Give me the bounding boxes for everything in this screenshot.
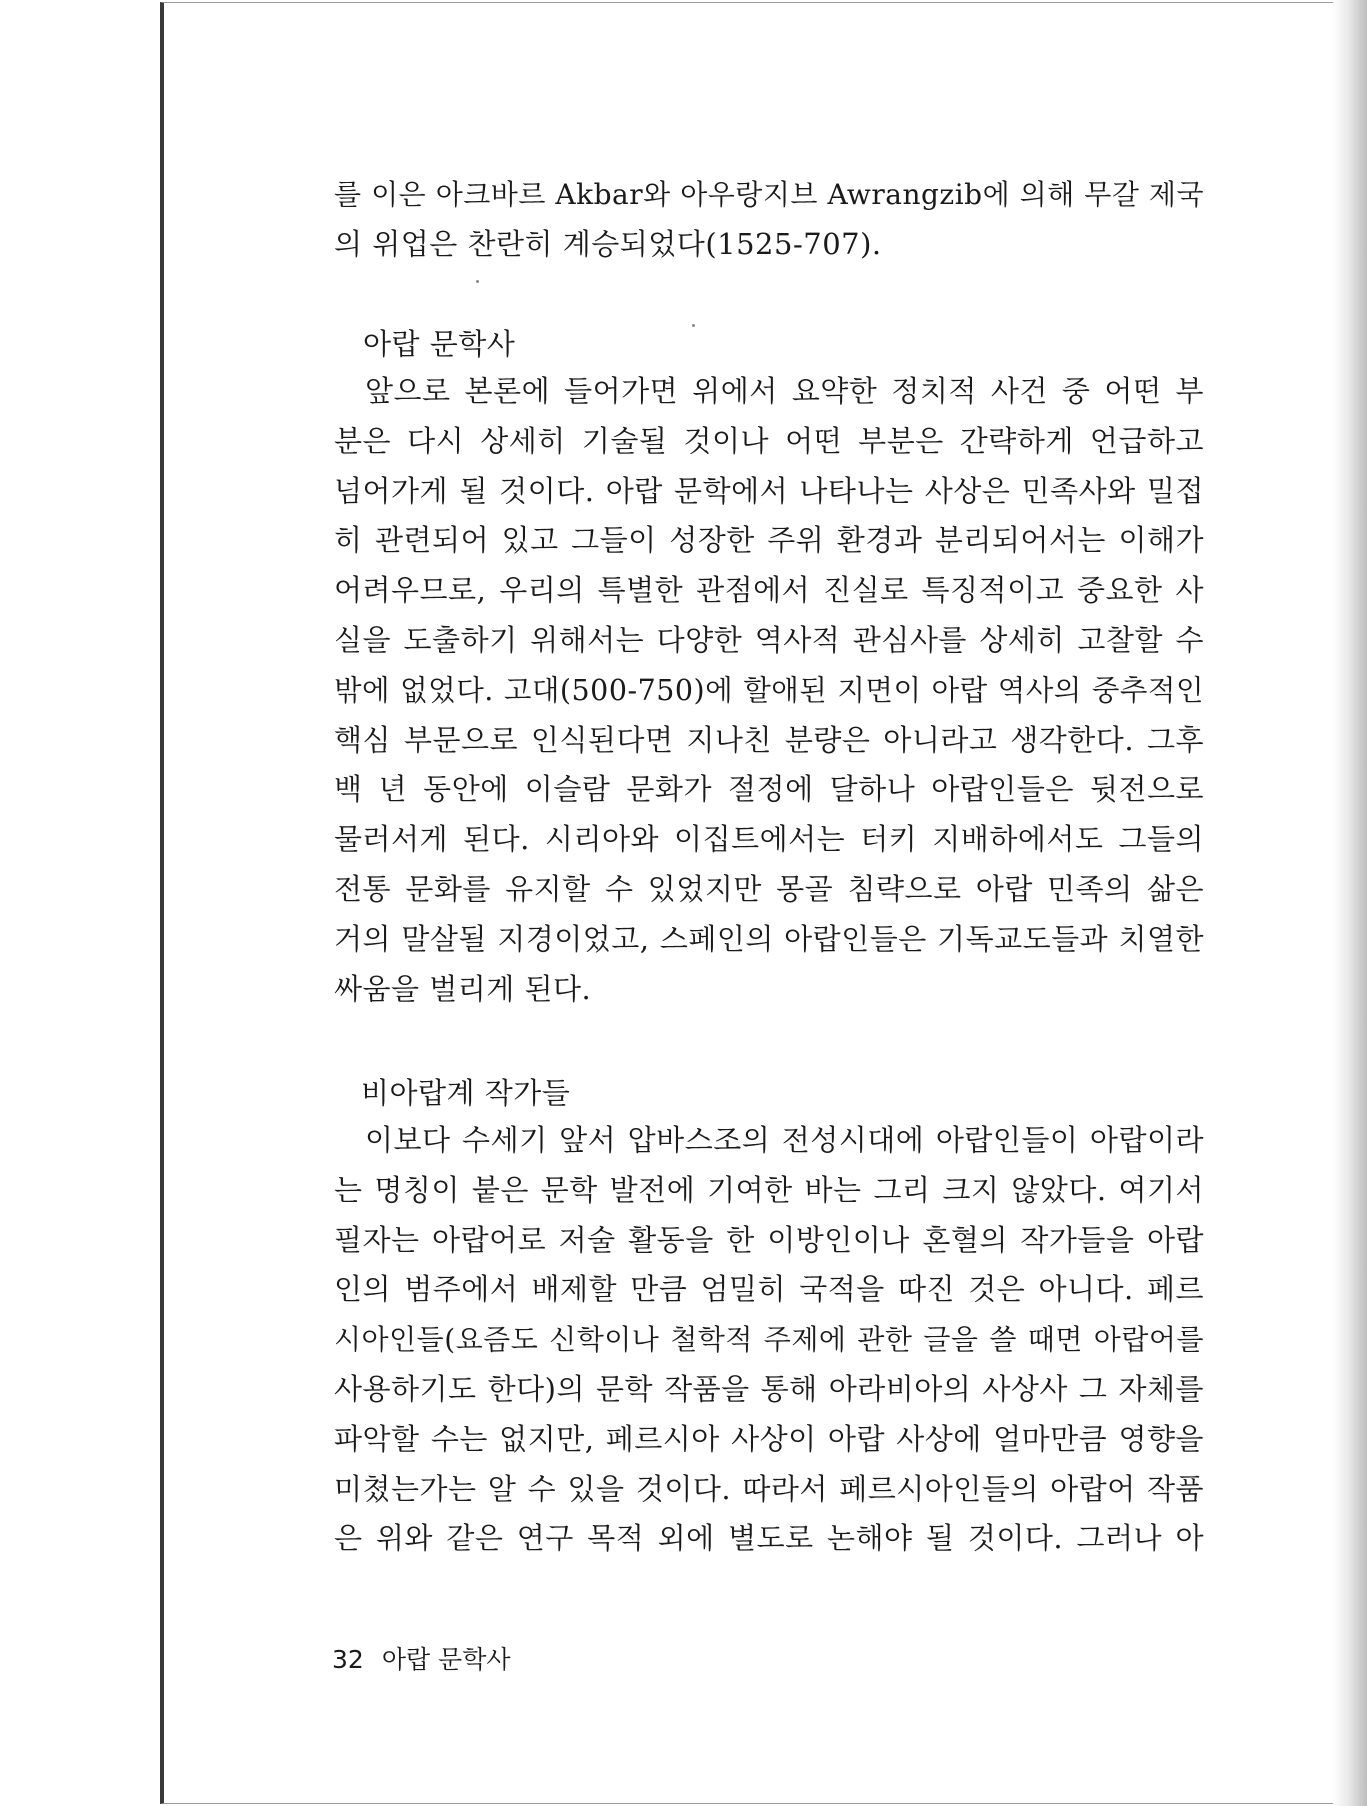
text-line: 전통 문화를 유지할 수 있었지만 몽골 침략으로 아랍 민족의 삶은 bbox=[334, 871, 1204, 906]
text-line: 넘어가게 될 것이다. 아랍 문학에서 나타나는 사상은 민족사와 밀접 bbox=[334, 473, 1204, 508]
scan-speck bbox=[692, 324, 695, 327]
text-line: 어려우므로, 우리의 특별한 관점에서 진실로 특징적이고 중요한 사 bbox=[334, 573, 1204, 608]
text-line: 인의 범주에서 배제할 만큼 엄밀히 국적을 따진 것은 아니다. 페르 bbox=[334, 1272, 1204, 1307]
text-line: 의 위업은 찬란히 계승되었다(1525-707). bbox=[334, 226, 882, 261]
section-heading-non-arab-writers: 비아랍계 작가들 bbox=[361, 1076, 571, 1110]
page-margin-left bbox=[0, 0, 160, 1806]
text-line: 이보다 수세기 앞서 압바스조의 전성시대에 아랍인들이 아랍이라 bbox=[365, 1123, 1204, 1157]
text-line: 실을 도출하기 위해서는 다양한 역사적 관심사를 상세히 고찰할 수 bbox=[334, 622, 1204, 657]
page-edge-shadow bbox=[1333, 0, 1367, 1806]
text-line: 히 관련되어 있고 그들이 성장한 주위 환경과 분리되어서는 이해가 bbox=[334, 523, 1204, 558]
section2-paragraph bbox=[334, 1116, 1204, 1564]
text-line: 를 이은 아크바르 Akbar와 아우랑지브 Awrangzib에 의해 무갈 제국 bbox=[334, 178, 1204, 211]
text-line: 핵심 부문으로 인식된다면 지나친 분량은 아니라고 생각한다. 그후 bbox=[334, 722, 1204, 757]
section-heading-arab-literature: 아랍 문학사 bbox=[363, 327, 516, 361]
text-line: 싸움을 벌리게 된다. bbox=[334, 971, 592, 1006]
text-line: 앞으로 본론에 들어가면 위에서 요약한 정치적 사건 중 어떤 부 bbox=[365, 374, 1204, 408]
text-line: 백 년 동안에 이슬람 문화가 절정에 달하나 아랍인들은 뒷전으로 bbox=[334, 772, 1204, 807]
running-title: 아랍 문학사 bbox=[381, 1645, 511, 1674]
scan-speck bbox=[476, 280, 479, 283]
text-line: 거의 말살될 지경이었고, 스페인의 아랍인들은 기독교도들과 치열한 bbox=[334, 921, 1204, 956]
text-line: 은 위와 같은 연구 목적 외에 별도로 논해야 될 것이다. 그러나 아 bbox=[334, 1521, 1204, 1556]
text-line: 시아인들(요즘도 신학이나 철학적 주제에 관한 글을 쓸 때면 아랍어를 bbox=[334, 1323, 1204, 1357]
page-footer bbox=[332, 1640, 511, 1676]
text-line: 파악할 수는 없지만, 페르시아 사상이 아랍 사상에 얼마만큼 영향을 bbox=[334, 1421, 1204, 1456]
text-line: 필자는 아랍어로 저술 활동을 한 이방인이나 혼혈의 작가들을 아랍 bbox=[334, 1222, 1204, 1257]
text-line: 는 명칭이 붙은 문학 발전에 기여한 바는 그리 크지 않았다. 여기서 bbox=[334, 1172, 1204, 1207]
section1-paragraph bbox=[334, 367, 1204, 1014]
page-number: 32 bbox=[332, 1645, 364, 1674]
intro-paragraph bbox=[334, 170, 1204, 270]
text-line: 미쳤는가는 알 수 있을 것이다. 따라서 페르시아인들의 아랍어 작품 bbox=[334, 1471, 1204, 1506]
text-line: 사용하기도 한다)의 문학 작품을 통해 아라비아의 사상사 그 자체를 bbox=[334, 1371, 1204, 1406]
text-line: 밖에 없었다. 고대(500-750)에 할애된 지면이 아랍 역사의 중추적인 bbox=[334, 673, 1204, 707]
text-line: 물러서게 된다. 시리아와 이집트에서는 터키 지배하에서도 그들의 bbox=[334, 822, 1204, 857]
text-line: 분은 다시 상세히 기술될 것이나 어떤 부분은 간략하게 언급하고 bbox=[334, 423, 1204, 458]
